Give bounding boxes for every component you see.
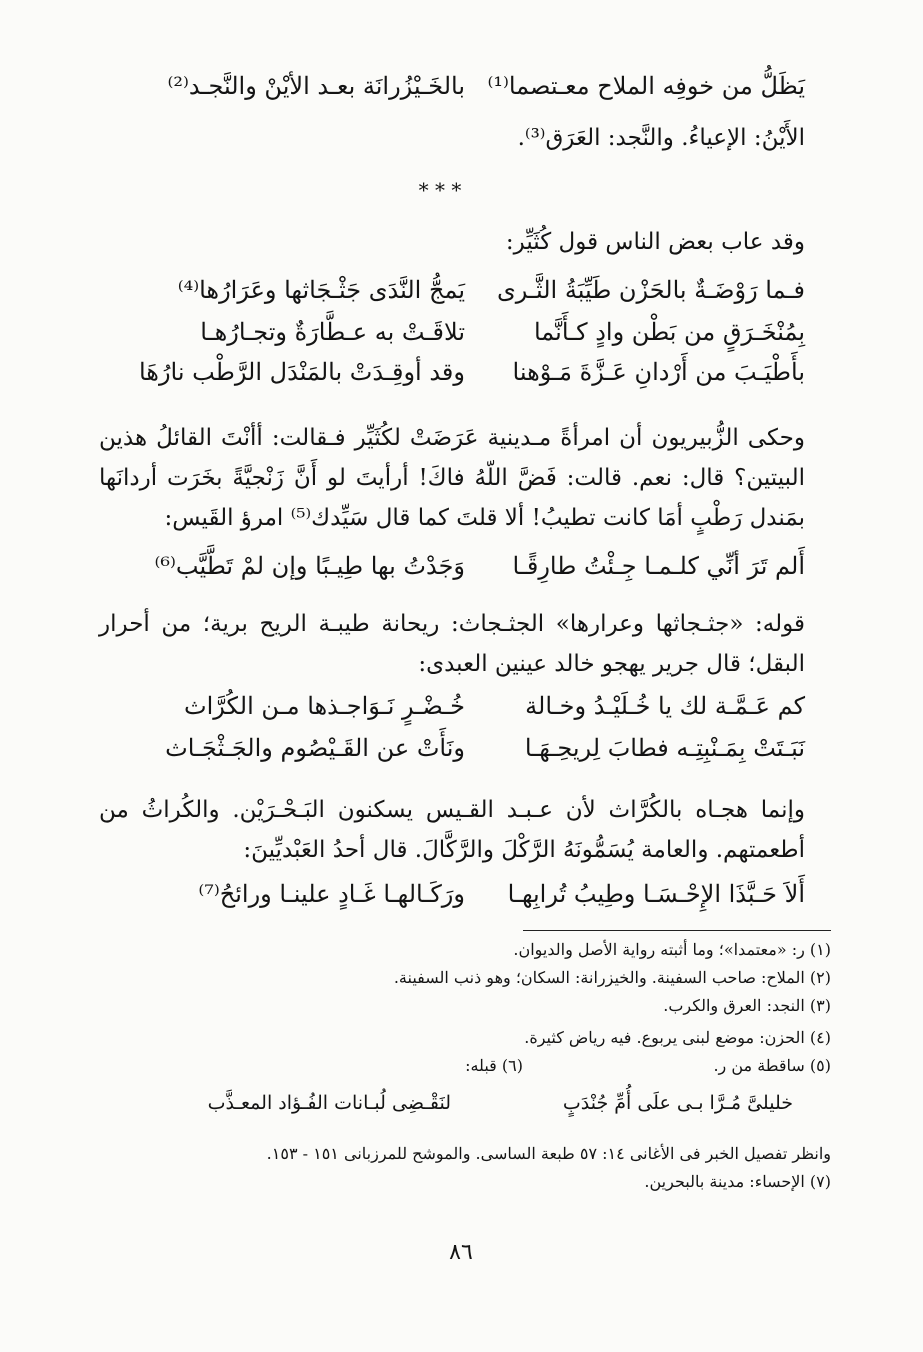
footnote-6: (٦) قبله:	[465, 1056, 523, 1075]
gloss-1: الأَيْنُ: الإعياءُ. والنَّجد: العَرَق⁽³⁾.	[517, 125, 805, 151]
paragraph-kurrath: وإنما هجـاه بالكُرَّاث لأن عـبـد القـيس يسكنون البَـحْـرَيْن. والكُراثُ من أطعمتهم. والعامة يُسَمُّونَهُ الرَّكْلَ والرَّكَّالَ. قال أحدُ العَبْديِّينَ:	[99, 797, 805, 863]
footnote-1: (١) ر: «معتمدا»؛ وما أثبته رواية الأصل والديوان.	[513, 940, 831, 959]
verse-1-right: يَظَلُّ من خوفِه الملاح معـتصما⁽¹⁾	[487, 72, 805, 100]
verse-1-left: بالخَـيْزُرانَة بعـد الأيْنْ والنَّجـد⁽²⁾	[167, 72, 465, 100]
kuthayyir-verse-3-left: وقد أوقِـدَتْ بالمَنْدَل الرَّطْب نارُهَا	[138, 358, 465, 386]
jarir-verse-1-right: كم عَـمَّـة لك يا خُـلَيْـدُ وخـالة	[525, 692, 805, 720]
imru-verse-right: أَلم تَرَ أنِّي كلـمـا جِـئْتُ طارِقًـا	[512, 552, 805, 580]
page-number: ٨٦	[449, 1240, 473, 1265]
imru-verse-left: وَجَدْتُ بها طِيـبًا وإن لمْ تَطَّيَّب⁽⁶⁾	[154, 552, 465, 580]
footnote-7: (٧) الإحساء: مدينة بالبحرين.	[644, 1172, 831, 1191]
kuthayyir-verse-2-left: تلاقَـتْ به عـطَّارَةٌ وتجـارُهـا	[200, 318, 465, 346]
footnote-4: (٤) الحزن: موضع لبنى يربوع. فيه رياض كثيرة.	[524, 1028, 831, 1047]
footnote-2: (٢) الملاح: صاحب السفينة. والخيزرانة: السكان؛ وهو ذنب السفينة.	[393, 968, 831, 987]
jarir-verse-2-right: نَبَـتَتْ بِمَـنْبِتِـه فطابَ لِريحِـهَـا	[524, 734, 805, 762]
abdi-verse-left: ورَكَـالهـا غَـادٍ علينـا ورائحُ⁽⁷⁾	[198, 880, 465, 908]
footnote-5: (٥) ساقطة من ر.	[713, 1056, 831, 1075]
kuthayyir-verse-1-right: فـما رَوْضَـةٌ بالحَزْن طَيِّبَةُ الثَّـرى	[496, 276, 805, 304]
jarir-verse-2-left: ونَأَتْ عن القَـيْصُوم والجَـثْجَـاث	[165, 734, 465, 762]
section-separator: * * *	[418, 178, 462, 202]
jarir-verse-1-left: خُـضْـرٍ نَـوَاجـذها مـن الكُرَّاث	[184, 692, 465, 720]
paragraph-jathjath: قوله: «جثـجاثها وعرارها» الجثـجاث: ريحانة طيبـة الريح برية؛ من أحرار البقل؛ قال جرير يهجو خالد عينين العبدى:	[99, 611, 805, 677]
footnote-verse-left: لنَقْـضِى لُبـانات الفُـؤاد المعـذَّب	[207, 1092, 451, 1114]
kuthayyir-verse-1-left: يَمجُّ النَّدَى جَثْـجَاثها وعَرَارُها⁽⁴⁾	[177, 276, 465, 304]
footnote-verse-right: خليلىَّ مُـرَّا بـى علَى أُمِّ جُنْدَبٍ	[562, 1092, 793, 1114]
abdi-verse-right: أَلاَ حَـبَّذَا الإِحْـسَـا وطِيبُ تُرابِهـا	[507, 880, 805, 908]
paragraph-zubayri: وحكى الزُّبيريون أن امرأةً مـدينية عَرَضَتْ لكُثَيِّر فـقالت: أأنْتَ القائلُ هذين البيتين؟ قال: نعم. قالت: فَضَّ اللّهُ فاكَ! أرأيتَ لو أَنَّ زَنْجيَّةً بخَرَت أردانَها بمَندل رَطْبٍ أمَا كانت تطيبُ! ألا قلتَ كما قال سَيِّدك⁽⁵⁾ امرؤ القَيس:	[99, 425, 805, 531]
intro-kuthayyir: وقد عاب بعض الناس قول كُثَيِّر:	[505, 229, 805, 255]
footnote-3: (٣) النجد: العرق والكرب.	[663, 996, 831, 1015]
kuthayyir-verse-3-right: بأَطْيَـبَ من أَرْدانِ عَـزَّةَ مَـوْهنا	[512, 358, 805, 386]
kuthayyir-verse-2-right: بِمُنْخَـرَقٍ من بَطْن وادٍ كـأَنَّما	[533, 318, 805, 346]
footnote-reference: وانظر تفصيل الخبر فى الأغانى ١٤: ٥٧ طبعة الساسى. والموشح للمرزبانى ١٥١ - ١٥٣.	[266, 1144, 831, 1163]
footnote-rule	[523, 930, 831, 931]
